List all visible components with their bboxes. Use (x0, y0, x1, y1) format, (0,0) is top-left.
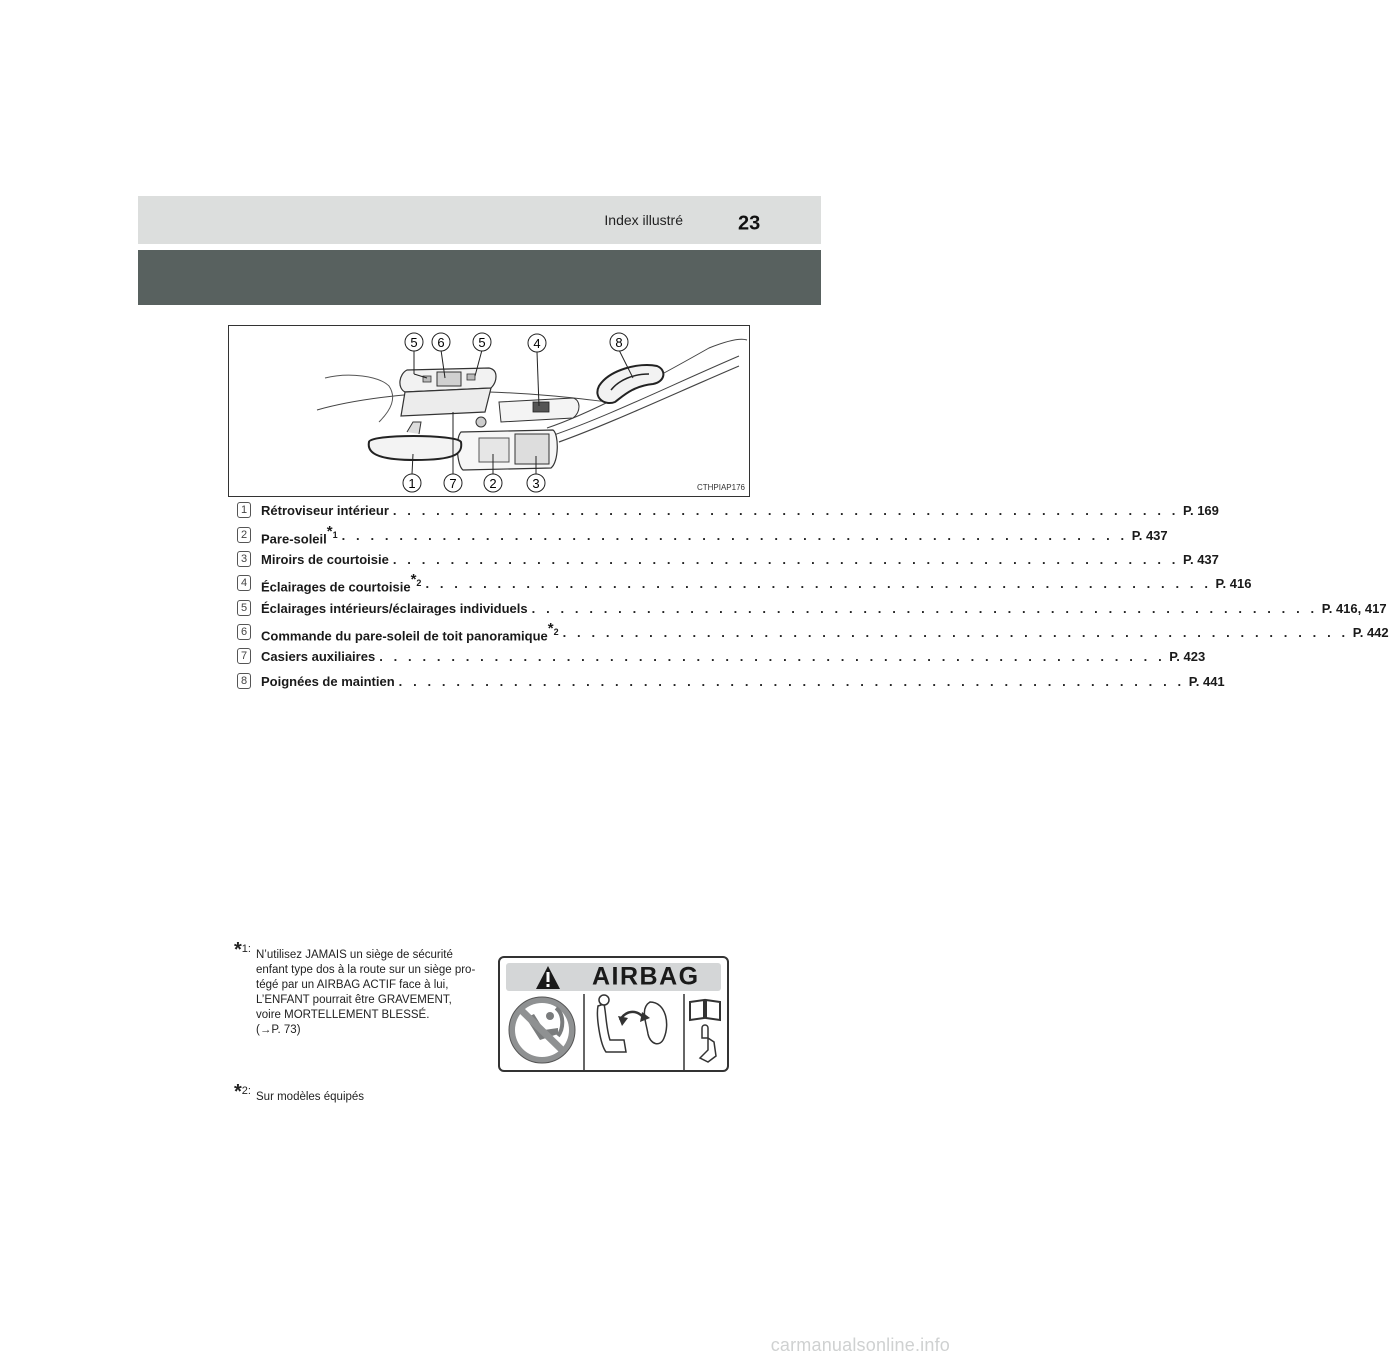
item-label: Éclairages de courtoisie$^{*2}$ (261, 571, 422, 595)
item-label: Miroirs de courtoisie (261, 551, 389, 567)
list-item[interactable] (237, 500, 1219, 520)
item-number-badge: 1 (237, 502, 251, 518)
page-73-link[interactable]: (→P. 73) (256, 1024, 301, 1036)
leader-dots: . . . . . . . . . . . . . . . . . . . . . . . . . . . . . . . . . . . . . . . . . . . . . . . . . . . . . . . (562, 624, 1349, 640)
item-label: Commande du pare-soleil de toit panoramique$^{*2}$ (261, 620, 559, 644)
page-reference[interactable]: P. 423 (1169, 648, 1206, 664)
callout-7: 7 (449, 476, 457, 491)
leader-dots: . . . . . . . . . . . . . . . . . . . . . . . . . . . . . . . . . . . . . . . . . . . . . . . . . . . . . . . (531, 600, 1318, 616)
page-reference[interactable]: P. 441 (1188, 673, 1225, 689)
item-number-badge: 2 (237, 527, 251, 543)
page-reference[interactable]: P. 169 (1182, 502, 1219, 518)
item-number-badge: 8 (237, 673, 251, 689)
callout-circles-bottom (403, 474, 545, 492)
warning-triangle-icon (536, 966, 560, 989)
list-item[interactable] (237, 523, 1168, 547)
footnote-text: Sur modèles équipés (256, 1091, 365, 1103)
watermark: carmanualsonline.info (770, 1335, 950, 1355)
page-reference[interactable]: P. 437 (1131, 527, 1168, 543)
list-item[interactable] (237, 549, 1219, 569)
list-item[interactable] (237, 620, 1389, 644)
item-number-badge: 6 (237, 624, 251, 640)
title-band (138, 250, 821, 305)
figure-code: CTHPIAP176 (696, 483, 745, 492)
callout-6: 6 (437, 335, 445, 350)
leader-dots: . . . . . . . . . . . . . . . . . . . . . . . . . . . . . . . . . . . . . . . . . . . . . . . . . . . . . . . (341, 527, 1128, 543)
callout-3: 3 (532, 476, 540, 491)
airbag-warning-label (498, 956, 729, 1072)
callout-5a: 5 (410, 335, 418, 350)
no-rear-facing-child-seat-icon (509, 997, 575, 1063)
item-label: Pare-soleil$^{*1}$ (261, 523, 338, 547)
page-reference[interactable]: P. 416, 417 (1321, 600, 1387, 616)
leader-dots: . . . . . . . . . . . . . . . . . . . . . . . . . . . . . . . . . . . . . . . . . . . . . . . . . . . . . . . (425, 575, 1212, 591)
item-number-badge: 7 (237, 648, 251, 664)
item-label: Éclairages intérieurs/éclairages individuels (261, 600, 528, 616)
leader-dots: . . . . . . . . . . . . . . . . . . . . . . . . . . . . . . . . . . . . . . . . . . . . . . . . . . . . . . . (379, 648, 1166, 664)
footnote-text: N’utilisez JAMAIS un siège de sécurité enfant type dos à la route sur un siège pro- tégé par un AIRBAG ACTIF face à lui, L’ENFANT pourrait être GRAVEMENT, voire MORTELLEMENT BLESSÉ. (→P. 73) (256, 949, 476, 1036)
item-number-badge: 4 (237, 575, 251, 591)
leader-dots: . . . . . . . . . . . . . . . . . . . . . . . . . . . . . . . . . . . . . . . . . . . . . . . . . . . . . . . (398, 673, 1185, 689)
item-label: Casiers auxiliaires (261, 648, 376, 664)
callout-1: 1 (408, 476, 416, 491)
callout-8: 8 (615, 335, 623, 350)
page-reference[interactable]: P. 437 (1182, 551, 1219, 567)
read-manual-icon (690, 1000, 720, 1062)
item-number-badge: 3 (237, 551, 251, 567)
leader-dots: . . . . . . . . . . . . . . . . . . . . . . . . . . . . . . . . . . . . . . . . . . . . . . . . . . . . . . . (392, 551, 1179, 567)
leader-dots: . . . . . . . . . . . . . . . . . . . . . . . . . . . . . . . . . . . . . . . . . . . . . . . . . . . . . . . (392, 502, 1179, 518)
footnote-mark: *2: (234, 1081, 251, 1103)
list-item[interactable] (237, 646, 1206, 666)
footnote-1 (234, 939, 494, 1044)
footnote-mark: *1: (234, 939, 251, 961)
list-item[interactable] (237, 671, 1225, 691)
item-label: Poignées de maintien (261, 673, 395, 689)
headliner-drawing (229, 326, 749, 496)
airbag-deploy-icon (597, 995, 666, 1052)
footnote-2 (234, 1081, 434, 1110)
callout-4: 4 (533, 336, 541, 351)
item-label: Rétroviseur intérieur (261, 502, 389, 518)
overhead-illustration (228, 325, 750, 497)
section-title: Index illustré (604, 212, 683, 228)
callout-5b: 5 (478, 335, 486, 350)
airbag-word: AIRBAG (592, 962, 700, 991)
item-number-badge: 5 (237, 600, 251, 616)
list-item[interactable] (237, 598, 1387, 618)
page-reference[interactable]: P. 416 (1215, 575, 1252, 591)
callout-2: 2 (489, 476, 497, 491)
page-reference[interactable]: P. 442 (1352, 624, 1389, 640)
callout-circles-top (405, 333, 628, 352)
page-number: 23 (738, 212, 761, 235)
list-item[interactable] (237, 571, 1252, 595)
